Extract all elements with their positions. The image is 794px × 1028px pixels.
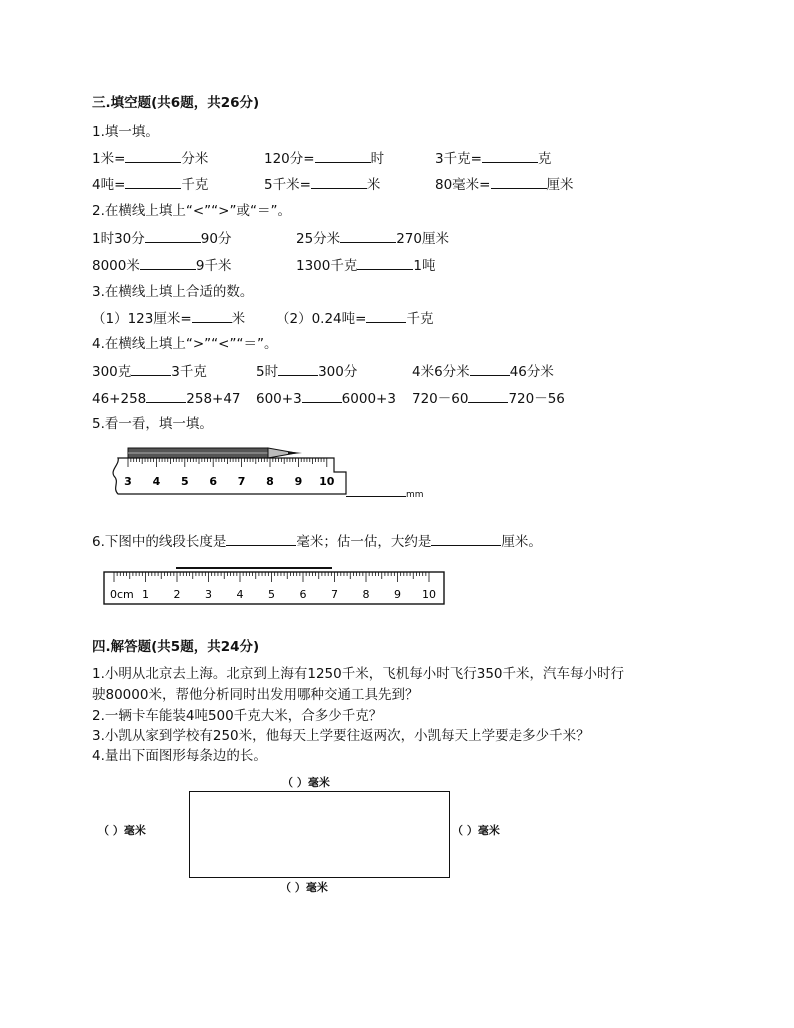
ruler-label: 6 [299,588,307,601]
answer-blank[interactable] [470,361,510,376]
s4-q2: 2.一辆卡车能装4吨500千克大米，合多少千克？ [92,708,383,724]
answer-blank[interactable] [125,174,181,189]
q4-item-3: 4米6分米 46分米 [412,361,554,382]
s4-q1-line2: 驶80000米，帮他分析同时出发用哪种交通工具先到？ [92,687,419,703]
rect-right-label: （ ）毫米 [452,824,500,837]
q6-prompt: 6.下图中的线段长度是 毫米；估一估，大约是 厘米。 [92,531,542,552]
ruler-label: 2 [173,588,181,601]
answer-blank[interactable] [340,228,396,243]
q4-item-2: 5时 300分 [256,361,357,382]
ruler-label: 10 [422,588,436,601]
answer-blank[interactable] [278,361,318,376]
q1-item-2: 120分= 时 [264,148,384,169]
q4-item-6: 720－60 720－56 [412,388,565,409]
rect-left-label: （ ）毫米 [98,824,146,837]
q4-prompt: 4.在横线上填上“>”“<”“＝”。 [92,336,278,352]
ruler-start-label: 0cm [110,588,134,601]
answer-blank[interactable] [491,174,547,189]
ruler-label: 3 [205,588,212,601]
ruler-label: 8 [362,588,370,601]
q1-item-1: 1米= 分米 [92,148,208,169]
ruler-label: 4 [236,588,244,601]
answer-blank[interactable] [145,228,201,243]
q1-item-4: 4吨= 千克 [92,174,208,195]
q2-prompt: 2.在横线上填上“<”“>”或“＝”。 [92,203,291,219]
rect-top-label: （ ）毫米 [282,776,330,789]
ruler-label: 7 [237,475,246,488]
ruler-label: 5 [180,475,189,488]
s4-q3: 3.小凯从家到学校有250米，他每天上学要往返两次，小凯每天上学要走多少千米？ [92,728,590,744]
q4-item-5: 600+3 6000+3 [256,388,396,409]
q3-item-2: （2）0.24吨= 千克 [276,308,433,329]
pencil-icon [128,448,302,458]
q1-item-5: 5千米= 米 [264,174,380,195]
q4-item-1: 300克 3千克 [92,361,207,382]
answer-blank[interactable] [482,148,538,163]
answer-blank[interactable] [311,174,367,189]
answer-blank[interactable] [315,148,371,163]
s4-q4: 4.量出下面图形每条边的长。 [92,748,267,764]
ruler-label: 6 [209,475,218,488]
ruler-label: 8 [266,475,274,488]
rectangle-figure [189,791,450,878]
answer-blank[interactable] [366,308,406,323]
q5-answer: mm [346,482,424,505]
section4-title: 四.解答题(共5题，共24分) [92,639,260,655]
q2-item-2: 25分米 270厘米 [296,228,449,249]
q2-item-3: 8000米 9千米 [92,255,231,276]
q1-prompt: 1.填一填。 [92,124,159,140]
answer-blank[interactable] [192,308,232,323]
section3-title: 三.填空题(共6题，共26分) [92,95,260,111]
q5-ruler-figure [102,442,352,498]
q3-item-1: （1）123厘米= 米 [92,308,245,329]
ruler-label: 10 [319,475,335,488]
ruler-label: 9 [294,475,303,488]
answer-blank[interactable] [357,255,413,270]
q4-item-4: 46+258 258+47 [92,388,241,409]
answer-blank[interactable] [125,148,181,163]
q2-item-1: 1时30分 90分 [92,228,231,249]
q2-item-4: 1300千克 1吨 [296,255,435,276]
ruler-label: 7 [331,588,338,601]
answer-blank[interactable] [140,255,196,270]
ruler-label: 1 [142,588,149,601]
answer-blank[interactable] [146,388,186,403]
answer-blank[interactable] [346,482,406,497]
ruler-body [113,458,346,494]
ruler-label: 5 [268,588,275,601]
q3-prompt: 3.在横线上填上合适的数。 [92,284,254,300]
answer-blank[interactable] [431,531,501,546]
answer-blank[interactable] [302,388,342,403]
answer-blank[interactable] [468,388,508,403]
ruler-label: 9 [394,588,401,601]
answer-blank[interactable] [131,361,171,376]
answer-blank[interactable] [226,531,296,546]
q1-item-3: 3千克= 克 [435,148,551,169]
ruler-label: 3 [124,475,132,488]
q5-prompt: 5.看一看，填一填。 [92,416,213,432]
q6-ruler-figure [100,560,450,608]
s4-q1-line1: 1.小明从北京去上海。北京到上海有1250千米，飞机每小时飞行350千米，汽车每小时行 [92,666,625,682]
rect-bottom-label: （ ）毫米 [280,881,328,894]
ruler-label: 4 [152,475,161,488]
q1-item-6: 80毫米= 厘米 [435,174,574,195]
